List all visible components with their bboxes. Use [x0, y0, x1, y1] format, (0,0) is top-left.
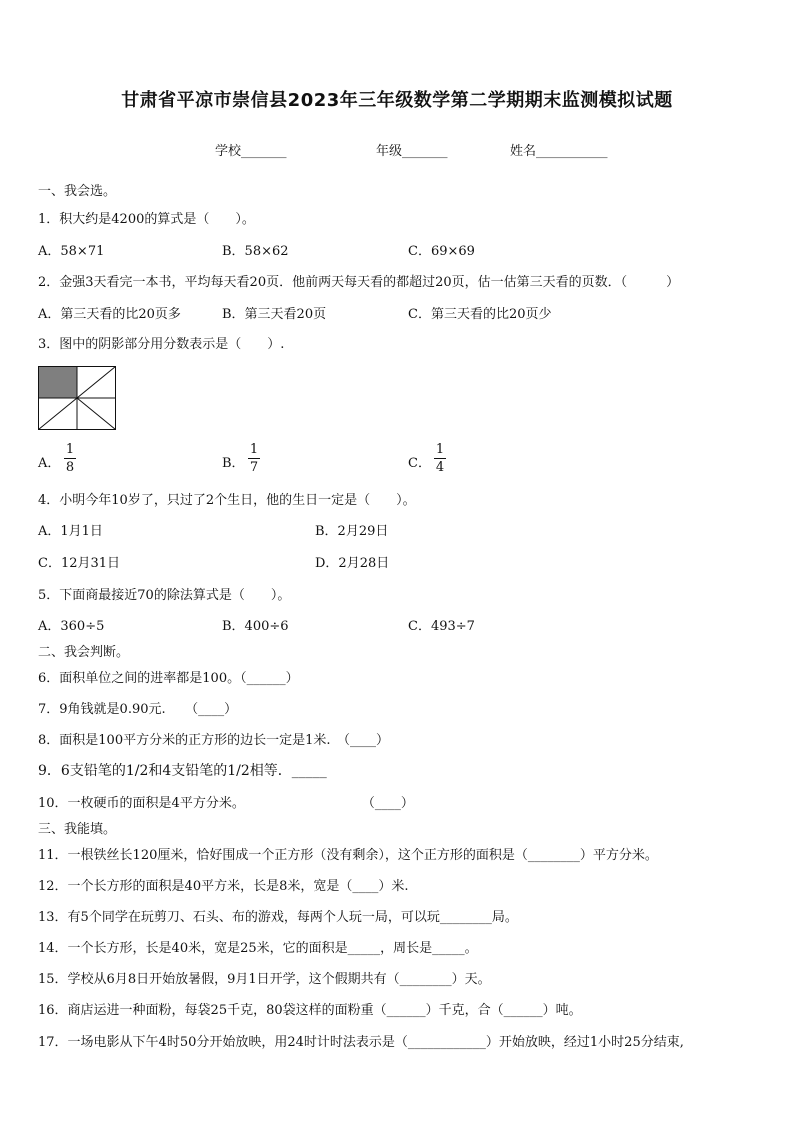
q5-option-b: B．400÷6 — [222, 619, 289, 634]
q4-option-b: B．2月29日 — [315, 524, 389, 539]
question-1: 1．积大约是4200的算式是（ ）。 — [38, 212, 255, 227]
question-14: 14．一个长方形，长是40米，宽是25米，它的面积是_____，周长是_____。 — [38, 941, 478, 956]
question-7: 7．9角钱就是0.90元. （____） — [38, 702, 238, 717]
question-3: 3．图中的阴影部分用分数表示是（ ）. — [38, 337, 285, 352]
shaded-square-figure — [38, 366, 116, 430]
q1-option-a: A．58×71 — [38, 244, 105, 259]
question-6: 6．面积单位之间的进率都是100。（______） — [38, 671, 299, 686]
q2-option-a: A．第三天看的比20页多 — [38, 307, 181, 322]
page-title: 甘肃省平凉市崇信县2023年三年级数学第二学期期末监测模拟试题 — [121, 90, 673, 111]
question-5: 5．下面商最接近70的除法算式是（ ）。 — [38, 588, 291, 603]
question-17: 17．一场电影从下午4时50分开始放映，用24时计时法表示是（____________）开始放映，经过1小时25分结束, — [38, 1035, 684, 1050]
question-13: 13．有5个同学在玩剪刀、石头、布的游戏，每两个人玩一局，可以玩________局。 — [38, 910, 518, 925]
question-12: 12．一个长方形的面积是40平方米，长是8米，宽是（____）米. — [38, 879, 409, 894]
question-2: 2．金强3天看完一本书，平均每天看20页．他前两天每天看的都超过20页，估一估第三天看的页数．（ ） — [38, 275, 680, 290]
fraction-a-numerator: 1 — [65, 442, 75, 457]
fraction-b-denominator: 7 — [249, 460, 259, 475]
question-4: 4．小明今年10岁了，只过了2个生日，他的生日一定是（ ）。 — [38, 493, 416, 508]
fraction-a-denominator: 8 — [65, 460, 75, 475]
school-field: 学校_______ — [215, 144, 287, 159]
section-heading-choose: 一、我会选。 — [38, 184, 117, 199]
question-9: 9．6支铅笔的1/2和4支铅笔的1/2相等．_____ — [38, 763, 327, 779]
q3-option-b-label: B． — [222, 456, 245, 471]
section-heading-judge: 二、我会判断。 — [38, 645, 130, 660]
fraction-c — [434, 442, 446, 475]
grade-field: 年级_______ — [376, 144, 448, 159]
q2-option-c: C．第三天看的比20页少 — [408, 307, 552, 322]
question-10: 10．一枚硬币的面积是4平方分米。 （____） — [38, 796, 414, 811]
q4-option-a: A．1月1日 — [38, 524, 103, 539]
fraction-b — [248, 442, 260, 475]
q3-option-c-label: C． — [408, 456, 431, 471]
fraction-b-numerator: 1 — [249, 442, 259, 457]
q5-option-a: A．360÷5 — [38, 619, 105, 634]
q3-option-a-label: A． — [38, 456, 61, 471]
question-16: 16．商店运进一种面粉，每袋25千克，80袋这样的面粉重（______）千克，合（______）吨。 — [38, 1003, 582, 1018]
q5-option-c: C．493÷7 — [408, 619, 475, 634]
fraction-a — [64, 442, 76, 475]
q1-option-b: B．58×62 — [222, 244, 289, 259]
section-heading-fill: 三、我能填。 — [38, 822, 117, 837]
fraction-c-numerator: 1 — [435, 442, 445, 457]
fraction-c-denominator: 4 — [435, 460, 445, 475]
shaded-part — [39, 367, 77, 398]
q1-option-c: C．69×69 — [408, 244, 475, 259]
question-8: 8．面积是100平方分米的正方形的边长一定是1米. （____） — [38, 733, 389, 748]
question-11: 11．一根铁丝长120厘米，恰好围成一个正方形（没有剩余），这个正方形的面积是（________）平方分米。 — [38, 848, 658, 863]
name-field: 姓名___________ — [510, 144, 608, 159]
question-15: 15．学校从6月8日开始放暑假，9月1日开学，这个假期共有（________）天。 — [38, 972, 491, 987]
q4-option-d: D．2月28日 — [315, 556, 390, 571]
q2-option-b: B．第三天看20页 — [222, 307, 327, 322]
q4-option-c: C．12月31日 — [38, 556, 121, 571]
